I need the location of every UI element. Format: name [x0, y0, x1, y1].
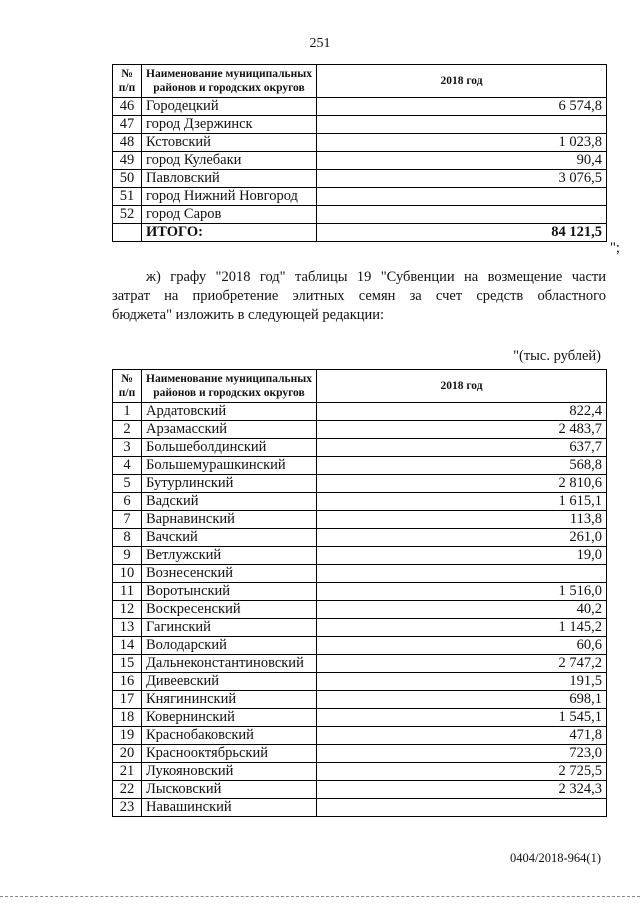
table-row [113, 547, 607, 565]
row-name: Ветлужский [142, 547, 317, 565]
table-row [113, 727, 607, 745]
header-name: Наименование муниципальных районов и городских округов [142, 65, 317, 98]
seed-subsidy-table [112, 369, 607, 817]
row-value [317, 188, 607, 206]
paragraph-line-2: затрат на приобретение элитных семян за счет средств областного [112, 288, 606, 304]
row-value: 90,4 [317, 152, 607, 170]
row-number: 12 [113, 601, 142, 619]
row-number: 14 [113, 637, 142, 655]
table2-body [113, 403, 607, 817]
row-value [317, 116, 607, 134]
row-number: 51 [113, 188, 142, 206]
table-row [113, 655, 607, 673]
table-row [113, 763, 607, 781]
row-name: Лысковский [142, 781, 317, 799]
table-row [113, 637, 607, 655]
row-name: Дальнеконстантиновский [142, 655, 317, 673]
table1-body [113, 98, 607, 242]
header-num: № п/п [113, 370, 142, 403]
table-row [113, 709, 607, 727]
row-value: 637,7 [317, 439, 607, 457]
subsidy-table-continued [112, 64, 607, 242]
table-row [113, 134, 607, 152]
row-number: 8 [113, 529, 142, 547]
row-number: 50 [113, 170, 142, 188]
document-code: 0404/2018-964(1) [510, 851, 601, 865]
paragraph-line-1: ж) графу "2018 год" таблицы 19 "Субвенции на возмещение части [146, 269, 606, 285]
row-value: 3 076,5 [317, 170, 607, 188]
row-name: Ардатовский [142, 403, 317, 421]
row-value: 191,5 [317, 673, 607, 691]
row-name: Гагинский [142, 619, 317, 637]
table-row [113, 475, 607, 493]
row-number: 1 [113, 403, 142, 421]
row-name: Кстовский [142, 134, 317, 152]
table-row [113, 188, 607, 206]
row-name: Ковернинский [142, 709, 317, 727]
table-row [113, 619, 607, 637]
table-row [113, 565, 607, 583]
row-name: город Нижний Новгород [142, 188, 317, 206]
header-num: № п/п [113, 65, 142, 98]
row-value: 1 545,1 [317, 709, 607, 727]
row-number: 3 [113, 439, 142, 457]
row-name: Вачский [142, 529, 317, 547]
table-row [113, 691, 607, 709]
table-header-row [113, 65, 607, 98]
row-number: 10 [113, 565, 142, 583]
row-value: 60,6 [317, 637, 607, 655]
total-num-cell [113, 224, 142, 242]
table-row [113, 601, 607, 619]
table-row [113, 583, 607, 601]
row-value: 471,8 [317, 727, 607, 745]
row-value: 2 747,2 [317, 655, 607, 673]
row-name: Большеболдинский [142, 439, 317, 457]
row-value: 568,8 [317, 457, 607, 475]
row-name: Вадский [142, 493, 317, 511]
row-number: 49 [113, 152, 142, 170]
table-row [113, 781, 607, 799]
row-number: 22 [113, 781, 142, 799]
row-value: 723,0 [317, 745, 607, 763]
row-number: 16 [113, 673, 142, 691]
units-label: "(тыс. рублей) [513, 348, 601, 364]
row-value: 1 516,0 [317, 583, 607, 601]
row-name: Павловский [142, 170, 317, 188]
row-number: 13 [113, 619, 142, 637]
row-number: 48 [113, 134, 142, 152]
table-header-row [113, 370, 607, 403]
row-name: Воротынский [142, 583, 317, 601]
row-number: 20 [113, 745, 142, 763]
row-name: город Кулебаки [142, 152, 317, 170]
row-name: Навашинский [142, 799, 317, 817]
row-name: Воскресенский [142, 601, 317, 619]
row-value: 822,4 [317, 403, 607, 421]
row-number: 23 [113, 799, 142, 817]
scan-edge-line [0, 896, 640, 897]
row-value: 698,1 [317, 691, 607, 709]
row-number: 2 [113, 421, 142, 439]
row-name: Арзамасский [142, 421, 317, 439]
row-number: 15 [113, 655, 142, 673]
row-number: 7 [113, 511, 142, 529]
row-name: Краснооктябрьский [142, 745, 317, 763]
row-value: 19,0 [317, 547, 607, 565]
total-label: ИТОГО: [142, 224, 317, 242]
table-row [113, 493, 607, 511]
row-name: Городецкий [142, 98, 317, 116]
row-number: 4 [113, 457, 142, 475]
amendment-paragraph [112, 268, 606, 325]
table-row [113, 799, 607, 817]
row-value: 2 725,5 [317, 763, 607, 781]
row-value [317, 799, 607, 817]
row-name: Дивеевский [142, 673, 317, 691]
row-number: 19 [113, 727, 142, 745]
table-row [113, 403, 607, 421]
row-value [317, 206, 607, 224]
closing-quote: "; [610, 240, 620, 256]
row-name: Варнавинский [142, 511, 317, 529]
paragraph-line-3: бюджета" изложить в следующей редакции: [112, 307, 385, 323]
row-name: город Дзержинск [142, 116, 317, 134]
table-row [113, 511, 607, 529]
row-number: 21 [113, 763, 142, 781]
table-row [113, 206, 607, 224]
row-name: город Саров [142, 206, 317, 224]
row-name: Лукояновский [142, 763, 317, 781]
row-name: Вознесенский [142, 565, 317, 583]
row-number: 52 [113, 206, 142, 224]
table-row [113, 745, 607, 763]
total-row [113, 224, 607, 242]
row-name: Краснобаковский [142, 727, 317, 745]
row-name: Княгининский [142, 691, 317, 709]
row-value: 113,8 [317, 511, 607, 529]
table-row [113, 170, 607, 188]
row-name: Володарский [142, 637, 317, 655]
row-value: 2 810,6 [317, 475, 607, 493]
row-number: 9 [113, 547, 142, 565]
total-value: 84 121,5 [317, 224, 607, 242]
row-value: 1 145,2 [317, 619, 607, 637]
row-number: 47 [113, 116, 142, 134]
table-row [113, 116, 607, 134]
row-value: 6 574,8 [317, 98, 607, 116]
header-year: 2018 год [317, 65, 607, 98]
table-row [113, 98, 607, 116]
table-row [113, 529, 607, 547]
row-value: 1 023,8 [317, 134, 607, 152]
table-row [113, 673, 607, 691]
table-row [113, 457, 607, 475]
row-number: 5 [113, 475, 142, 493]
row-name: Бутурлинский [142, 475, 317, 493]
row-value: 2 324,3 [317, 781, 607, 799]
row-number: 18 [113, 709, 142, 727]
row-value: 261,0 [317, 529, 607, 547]
table-row [113, 439, 607, 457]
table-row [113, 152, 607, 170]
row-number: 6 [113, 493, 142, 511]
row-number: 11 [113, 583, 142, 601]
row-value: 1 615,1 [317, 493, 607, 511]
row-name: Большемурашкинский [142, 457, 317, 475]
row-number: 46 [113, 98, 142, 116]
row-number: 17 [113, 691, 142, 709]
table-row [113, 421, 607, 439]
header-year: 2018 год [317, 370, 607, 403]
header-name: Наименование муниципальных районов и городских округов [142, 370, 317, 403]
page-number: 251 [309, 36, 331, 51]
row-value: 40,2 [317, 601, 607, 619]
row-value [317, 565, 607, 583]
row-value: 2 483,7 [317, 421, 607, 439]
